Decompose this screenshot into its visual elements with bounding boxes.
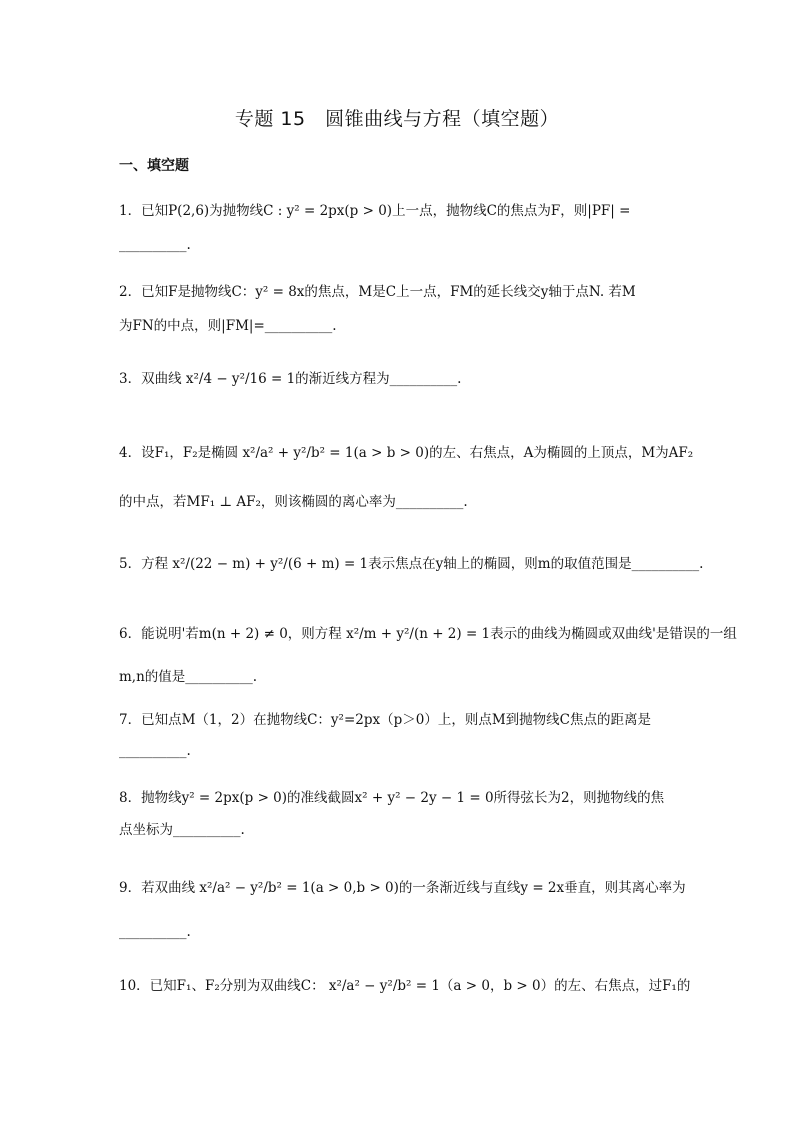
page-bottom-space	[119, 1040, 679, 1041]
problem-6-line-2: m,n的值是__________.	[119, 669, 258, 685]
problem-4-line-2: 的中点，若MF₁ ⊥ AF₂，则该椭圆的离心率为__________.	[119, 494, 468, 510]
problem-4-line-1: 4．设F₁，F₂是椭圆 x²/a² + y²/b² = 1(a > b > 0)的左、右焦点，A为椭圆的上顶点，M为AF₂	[119, 445, 694, 461]
section-heading: 一、填空题	[119, 158, 189, 174]
problem-1-line-2: __________.	[119, 237, 191, 253]
problem-7-line-2: __________.	[119, 743, 191, 759]
problem-9-line-1: 9．若双曲线 x²/a² − y²/b² = 1(a > 0,b > 0)的一条渐近线与直线y = 2x垂直，则其离心率为	[119, 880, 686, 896]
problem-8-line-2: 点坐标为__________.	[119, 822, 245, 838]
problem-6-line-1: 6．能说明'若m(n + 2) ≠ 0，则方程 x²/m + y²/(n + 2) = 1表示的曲线为椭圆或双曲线'是错误的一组	[119, 626, 737, 642]
problem-1-line-1: 1．已知P(2,6)为抛物线C : y² = 2px(p > 0)上一点，抛物线C的焦点为F，则|PF| =	[119, 203, 631, 219]
problem-10-line-1: 10．已知F₁、F₂分别为双曲线C： x²/a² − y²/b² = 1（a > 0，b > 0）的左、右焦点，过F₁的	[119, 978, 691, 994]
problem-8-line-1: 8．抛物线y² = 2px(p > 0)的准线截圆x² + y² − 2y − 1 = 0所得弦长为2，则抛物线的焦	[119, 790, 665, 806]
problem-2-line-1: 2．已知F是抛物线C：y² = 8x的焦点，M是C上一点，FM的延长线交y轴于点N. 若M	[119, 284, 636, 300]
problem-2-line-2: 为FN的中点，则|FM|=__________.	[119, 318, 337, 334]
problem-7-line-1: 7．已知点M（1，2）在抛物线C：y²=2px（p＞0）上，则点M到抛物线C焦点的距离是	[119, 712, 651, 728]
problem-3-line-1: 3．双曲线 x²/4 − y²/16 = 1的渐近线方程为__________.	[119, 371, 462, 387]
problem-9-line-2: __________.	[119, 924, 191, 940]
page-title: 专题 15 圆锥曲线与方程（填空题）	[234, 108, 560, 130]
problem-5-line-1: 5．方程 x²/(22 − m) + y²/(6 + m) = 1表示焦点在y轴上的椭圆，则m的取值范围是__________.	[119, 556, 704, 572]
